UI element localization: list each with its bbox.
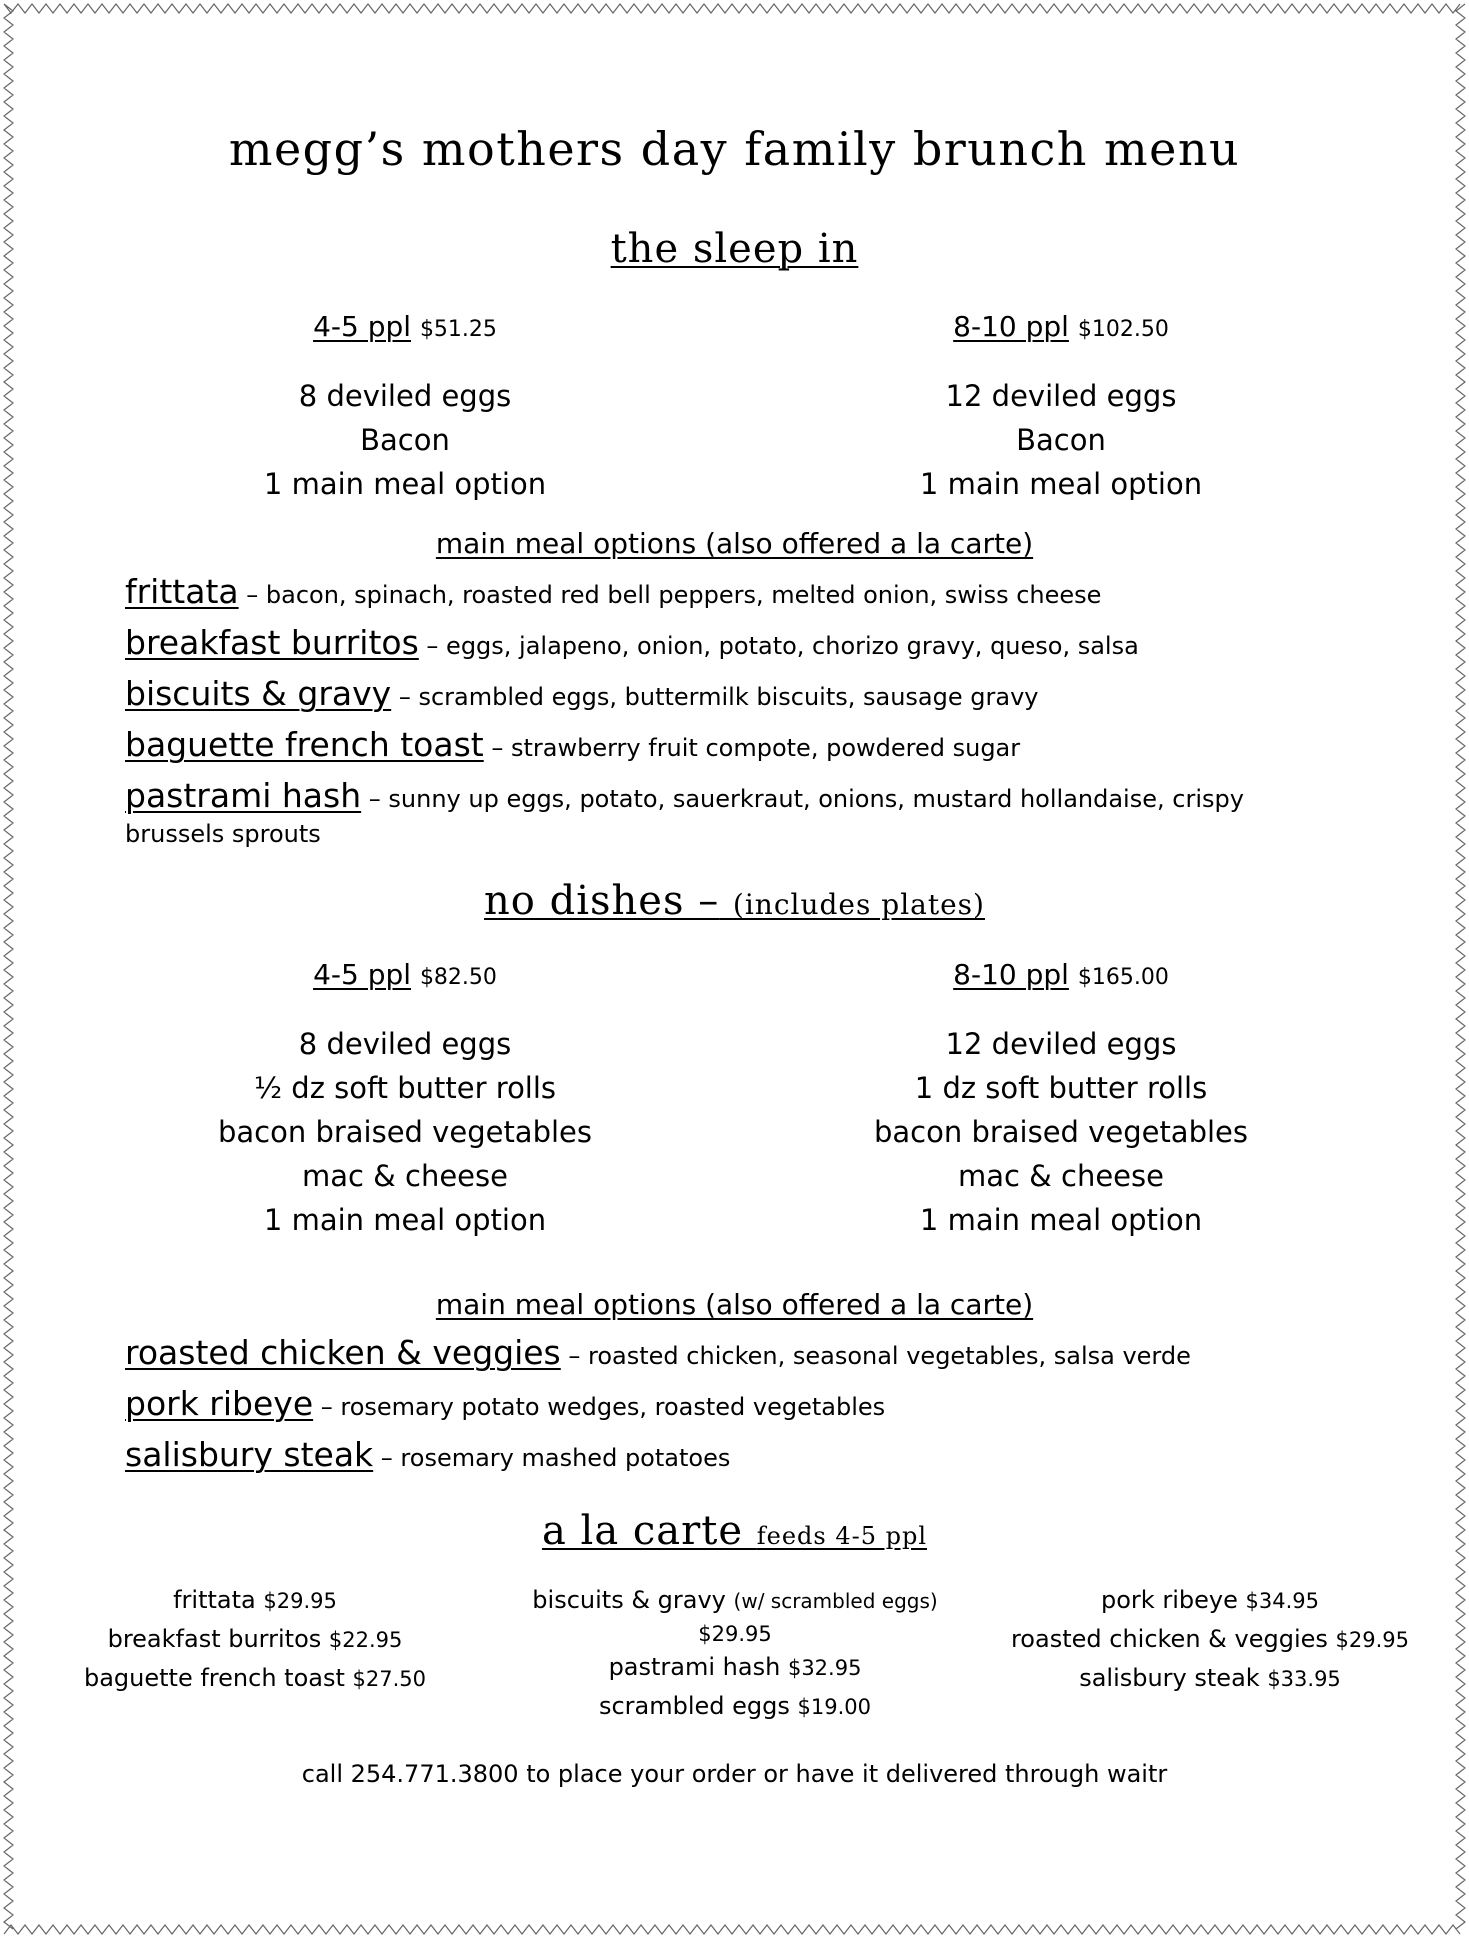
list-item: 12 deviled eggs	[945, 379, 1177, 413]
meal-option-desc: – eggs, jalapeno, onion, potato, chorizo gravy, queso, salsa	[418, 632, 1139, 660]
meal-option-name: biscuits & gravy	[125, 674, 392, 713]
no-dishes-small-size: 4-5 ppl	[313, 958, 412, 991]
meal-option-baguette-french-toast	[125, 725, 1345, 768]
item-price: $29.95	[1335, 1628, 1410, 1652]
section-no-dishes-heading	[0, 878, 1469, 924]
list-item	[990, 1620, 1430, 1659]
a-la-carte-col-1	[40, 1581, 470, 1698]
list-item: 8 deviled eggs	[298, 379, 512, 413]
item-price: $32.95	[787, 1656, 862, 1680]
a-la-carte-col-2	[500, 1581, 970, 1726]
meal-option-name: baguette french toast	[125, 725, 484, 764]
list-item	[40, 1620, 470, 1659]
item-name: pastrami hash	[608, 1653, 781, 1681]
options-heading-text: main meal options (also offered a la carte)	[435, 1288, 1034, 1321]
list-item	[990, 1581, 1430, 1620]
item-price: $27.50	[352, 1667, 426, 1691]
no-dishes-large-price: $165.00	[1077, 965, 1169, 990]
sleep-in-options-heading	[0, 527, 1469, 560]
list-item: 1 dz soft butter rolls	[914, 1071, 1208, 1105]
list-item	[990, 1659, 1430, 1698]
a-la-carte-col-3	[990, 1581, 1430, 1698]
list-item: 12 deviled eggs	[945, 1027, 1177, 1061]
no-dishes-large-size: 8-10 ppl	[953, 958, 1069, 991]
item-price: $33.95	[1267, 1667, 1341, 1691]
sleep-in-small-price: $51.25	[419, 317, 497, 342]
item-name: breakfast burritos	[107, 1625, 322, 1653]
meal-option-desc: – strawberry fruit compote, powdered sugar	[483, 734, 1021, 762]
meal-option-name: pork ribeye	[125, 1384, 314, 1423]
options-heading-text: main meal options (also offered a la carte)	[435, 527, 1034, 560]
list-item	[500, 1581, 970, 1620]
meal-option-biscuits-gravy	[125, 674, 1345, 717]
list-item	[40, 1581, 470, 1620]
no-dishes-options-heading	[0, 1288, 1469, 1321]
item-name: biscuits & gravy	[532, 1586, 726, 1614]
sleep-in-small-items	[125, 374, 685, 506]
list-item: 1 main meal option	[919, 467, 1203, 501]
list-item: 1 main meal option	[919, 1203, 1203, 1237]
no-dishes-small-price: $82.50	[419, 965, 497, 990]
item-price: $29.95	[698, 1622, 772, 1646]
sleep-in-large-price: $102.50	[1077, 317, 1169, 342]
meal-option-name: pastrami hash	[125, 776, 362, 815]
list-item	[500, 1687, 970, 1726]
no-dishes-large-header	[781, 958, 1341, 991]
section-a-la-carte-heading	[0, 1508, 1469, 1554]
meal-option-desc: – rosemary mashed potatoes	[373, 1444, 731, 1472]
list-item: mac & cheese	[958, 1159, 1164, 1193]
item-price: $22.95	[328, 1628, 403, 1652]
order-footer: call 254.771.3800 to place your order or have it delivered through waitr	[301, 1760, 1168, 1788]
list-item: 8 deviled eggs	[298, 1027, 512, 1061]
a-la-carte-title	[542, 1508, 927, 1554]
item-name: pork ribeye	[1101, 1586, 1238, 1614]
meal-option-name: roasted chicken & veggies	[125, 1333, 561, 1372]
item-name: baguette french toast	[83, 1664, 345, 1692]
no-dishes-large-items	[781, 1022, 1341, 1242]
sleep-in-large-size: 8-10 ppl	[953, 310, 1069, 343]
no-dishes-small-items	[125, 1022, 685, 1242]
meal-option-name: salisbury steak	[125, 1435, 374, 1474]
item-note: (w/ scrambled eggs)	[733, 1589, 938, 1613]
no-dishes-small-header	[125, 958, 685, 991]
sleep-in-small-header	[125, 310, 685, 343]
menu-title: megg’s mothers day family brunch menu	[228, 122, 1241, 176]
no-dishes-title-main: no dishes –	[484, 878, 720, 924]
sleep-in-small-size: 4-5 ppl	[313, 310, 412, 343]
meal-option-desc: – bacon, spinach, roasted red bell peppers, melted onion, swiss cheese	[238, 581, 1102, 609]
list-item: 1 main meal option	[263, 1203, 547, 1237]
item-name: scrambled eggs	[598, 1692, 790, 1720]
sleep-in-title: the sleep in	[610, 226, 859, 272]
meal-option-desc: – sunny up eggs, potato, sauerkraut, onions, mustard hollandaise, crispy	[361, 785, 1244, 813]
list-item	[500, 1648, 970, 1687]
meal-option-pastrami-hash	[125, 776, 1345, 849]
item-name: salisbury steak	[1079, 1664, 1260, 1692]
meal-option-desc-continued: brussels sprouts	[125, 820, 321, 848]
item-price: $34.95	[1245, 1589, 1319, 1613]
meal-option-pork-ribeye	[125, 1384, 1345, 1427]
a-la-carte-title-small: feeds 4-5 ppl	[756, 1522, 928, 1550]
list-item: 1 main meal option	[263, 467, 547, 501]
meal-option-desc: – scrambled eggs, buttermilk biscuits, sausage gravy	[391, 683, 1039, 711]
list-item: ½ dz soft butter rolls	[253, 1071, 557, 1105]
meal-option-desc: – roasted chicken, seasonal vegetables, salsa verde	[560, 1342, 1191, 1370]
section-sleep-in-heading	[0, 226, 1469, 272]
list-item: mac & cheese	[302, 1159, 508, 1193]
list-item: Bacon	[1016, 423, 1106, 457]
list-item: bacon braised vegetables	[873, 1115, 1248, 1149]
item-name: roasted chicken & veggies	[1010, 1625, 1328, 1653]
no-dishes-title	[484, 878, 985, 924]
item-name: frittata	[173, 1586, 256, 1614]
list-item	[40, 1659, 470, 1698]
no-dishes-title-small: (includes plates)	[732, 888, 985, 921]
sleep-in-large-items	[781, 374, 1341, 506]
item-price: $19.00	[797, 1695, 872, 1719]
a-la-carte-title-main: a la carte	[541, 1508, 744, 1554]
sleep-in-large-header	[781, 310, 1341, 343]
meal-option-salisbury-steak	[125, 1435, 1345, 1478]
list-item: Bacon	[360, 423, 450, 457]
item-price: $29.95	[263, 1589, 337, 1613]
meal-option-frittata	[125, 572, 1345, 615]
meal-option-roasted-chicken	[125, 1333, 1345, 1376]
meal-option-name: frittata	[125, 572, 239, 611]
meal-option-desc: – rosemary potato wedges, roasted vegetables	[313, 1393, 886, 1421]
meal-option-name: breakfast burritos	[125, 623, 419, 662]
meal-option-breakfast-burritos	[125, 623, 1345, 666]
list-item: bacon braised vegetables	[217, 1115, 592, 1149]
